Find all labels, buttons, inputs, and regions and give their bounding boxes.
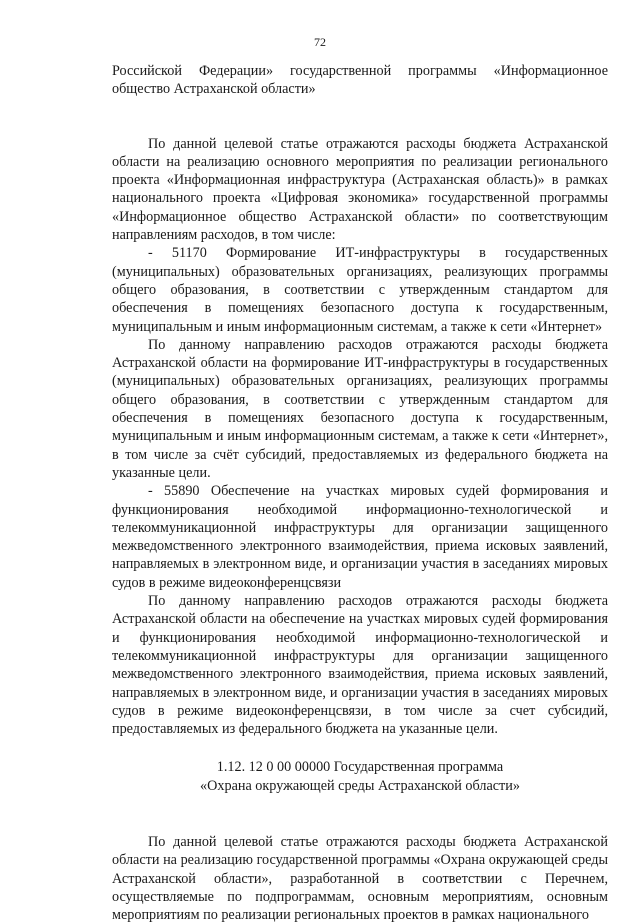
paragraph-target-article: По данной целевой статье отражаются расходы бюджета Астраханской области на реализацию основного мероприятия по реализации регионального проекта «Информационная инфраструктура (Астраханская область)» в рамках национального проекта «Цифровая экономика» государственной программы «Информационное общество Астраханской области» по соответствующим направлениям расходов, в том числе:: [112, 135, 608, 244]
section-heading: [112, 758, 608, 795]
paragraph-item-51170: - 51170 Формирование ИТ-инфраструктуры в государственных (муниципальных) образовательных организациях, реализующих программы общего образования, в соответствии с утвержденным стандартом для обеспечения в помещениях безопасного доступа к государственным, муниципальным и иным информационным системам, а также к сети «Интернет»: [112, 245, 608, 335]
paragraph-desc-55890: По данному направлению расходов отражаются расходы бюджета Астраханской области на обеспечение на участках мировых судей формирования и функционирования необходимой информационно-технологической и телекоммуникационной инфраструктуры для организации защищенного межведомственного электронного взаимодействия, приема исковых заявлений, направляемых в электронном виде, и организации участия в заседаниях мировых судов в режиме видеоконференцсвязи, в том числе за счет субсидий, предоставляемых из федерального бюджета на указанные цели.: [112, 593, 608, 738]
paragraph-continuation: Российской Федерации» государственной программы «Информационное общество Астраханской области»: [112, 63, 608, 98]
paragraph-item-55890: - 55890 Обеспечение на участках мировых судей формирования и функционирования необходимой информационно-технологической и телекоммуникационной инфраструктуры для организации защищенного межведомственного электронного взаимодействия, приема исковых заявлений, направляемых в электронном виде, и организации участия в заседаниях мировых судов в режиме видеоконференцсвязи: [112, 483, 608, 591]
paragraph-program-environment: По данной целевой статье отражаются расходы бюджета Астраханской области на реализацию государственной программы «Охрана окружающей среды Астраханской области», разработанной в соответствии с Перечнем, осуществляемые по подпрограммам, основным мероприятиям, основным мероприятиям по реализации региональных проектов в рамках национального: [112, 833, 608, 924]
section-heading-line2: «Охрана окружающей среды Астраханской области»: [200, 777, 520, 794]
section-heading-line1: 1.12. 12 0 00 00000 Государственная программа: [216, 759, 504, 776]
paragraph-desc-51170: По данному направлению расходов отражаются расходы бюджета Астраханской области на формирование ИТ-инфраструктуры в государственных (муниципальных) образовательных организациях, реализующих программы общего образования, в соответствии с утвержденным стандартом для обеспечения в помещениях безопасного доступа к государственным, муниципальным и иным информационным системам, а также к сети «Интернет», в том числе за счёт субсидий, предоставляемых из федерального бюджета на указанные цели.: [112, 336, 608, 481]
document-body: [112, 62, 608, 924]
page-number: 72: [314, 35, 326, 49]
